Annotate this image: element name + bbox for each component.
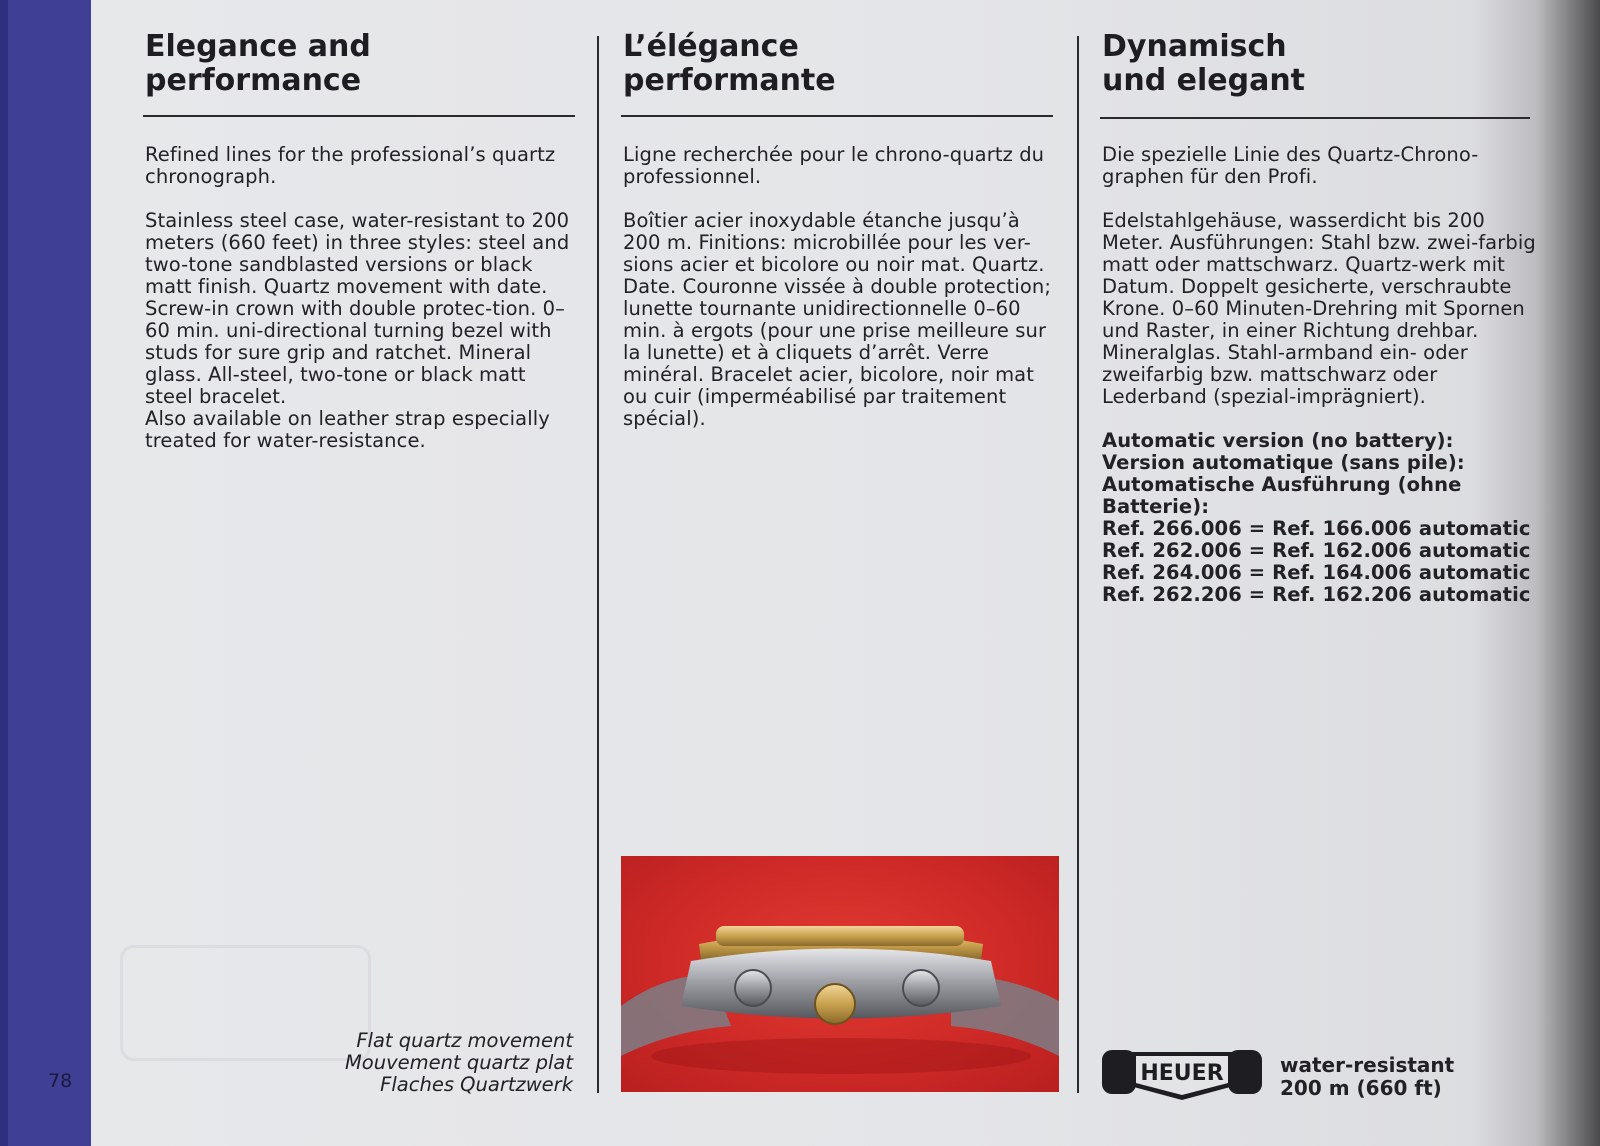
blue-margin-edge [0,0,8,1146]
reference-line: Ref. 262.206 = Ref. 162.206 automatic [1102,583,1531,606]
column-french [623,30,1055,430]
page-number: 78 [48,1070,73,1092]
column-title: Elegance and performance [145,29,371,98]
automatic-heading: Version automatique (sans pile): [1102,451,1465,474]
caption-line: Flaches Quartzwerk [380,1073,573,1096]
body-paragraph: Stainless steel case, water-resistant to 200 meters (660 feet) in three styles: steel and two-tone sandblasted versions or black matt finish. Quartz movement with date. Screw-in crown with double protec-tion. 0–60 min. uni-directional turning bezel with studs for sure grip and ratchet. Mineral glass. All-steel, two-tone or black matt steel bracelet. [145,209,570,408]
heuer-logo [1102,1042,1262,1108]
watch-photo [621,856,1059,1092]
body-paragraph: Boîtier acier inoxydable étanche jusqu’à 200 m. Finitions: microbillée pour les ver-sions acier et bicolore ou noir mat. Quartz. Date. Couronne vissée à double protection; lunette tournante unidirectionnelle 0–60 min. à ergots (pour une prise meilleure sur la lunette) et à cliquets d’arrêt. Verre minéral. Bracelet acier, bicolore, noir mat ou cuir (imperméabilisé par traitement spécial). [623,209,1052,430]
intro-paragraph: Refined lines for the professional’s quartz chronograph. [145,143,556,188]
extra-paragraph: Also available on leather strap especially treated for water-resistance. [145,407,550,452]
intro-paragraph: Die spezielle Linie des Quartz-Chrono-graphen für den Profi. [1102,143,1479,188]
title-rule [621,115,1053,117]
caption-line: Mouvement quartz plat [344,1051,573,1074]
automatic-heading: Automatic version (no battery): [1102,429,1454,452]
reference-line: Ref. 266.006 = Ref. 166.006 automatic [1102,517,1531,540]
automatic-heading: Automatische Ausführung (ohne Batterie): [1102,473,1462,518]
intro-paragraph: Ligne recherchée pour le chrono-quartz du professionnel. [623,143,1045,188]
water-resistance-line: 200 m (660 ft) [1280,1076,1442,1100]
column-title: L’élégance performante [623,29,836,98]
watermark-logo-outline [120,945,371,1061]
column-divider [1077,36,1079,1093]
photo-caption [345,1030,573,1096]
water-resistance-line: water-resistant [1280,1053,1455,1077]
logo-wordmark: HEUER [1140,1061,1224,1086]
title-rule [143,115,575,117]
column-divider [597,36,599,1093]
column-english [145,30,577,452]
reference-line: Ref. 262.006 = Ref. 162.006 automatic [1102,539,1531,562]
column-title: Dynamisch und elegant [1102,29,1306,98]
caption-line: Flat quartz movement [356,1029,573,1052]
water-resistance-label [1280,1054,1454,1100]
body-paragraph: Edelstahlgehäuse, wasserdicht bis 200 Meter. Ausführungen: Stahl bzw. zwei-farbig matt oder mattschwarz. Quartz-werk mit Datum. Doppelt gesicherte, verschraubte Krone. 0–60 Minuten-Drehring mit Spornen und Raster, in einer Richtung drehbar. Mineralglas. Stahl-armband ein- oder zweifarbig bzw. mattschwarz oder Lederband (spezial-imprägniert). [1102,209,1536,408]
blue-margin-bar [0,0,91,1146]
watch-side-view-icon [621,856,1059,1092]
reference-line: Ref. 264.006 = Ref. 164.006 automatic [1102,561,1531,584]
title-rule [1100,117,1530,119]
automatic-block [1102,430,1538,606]
